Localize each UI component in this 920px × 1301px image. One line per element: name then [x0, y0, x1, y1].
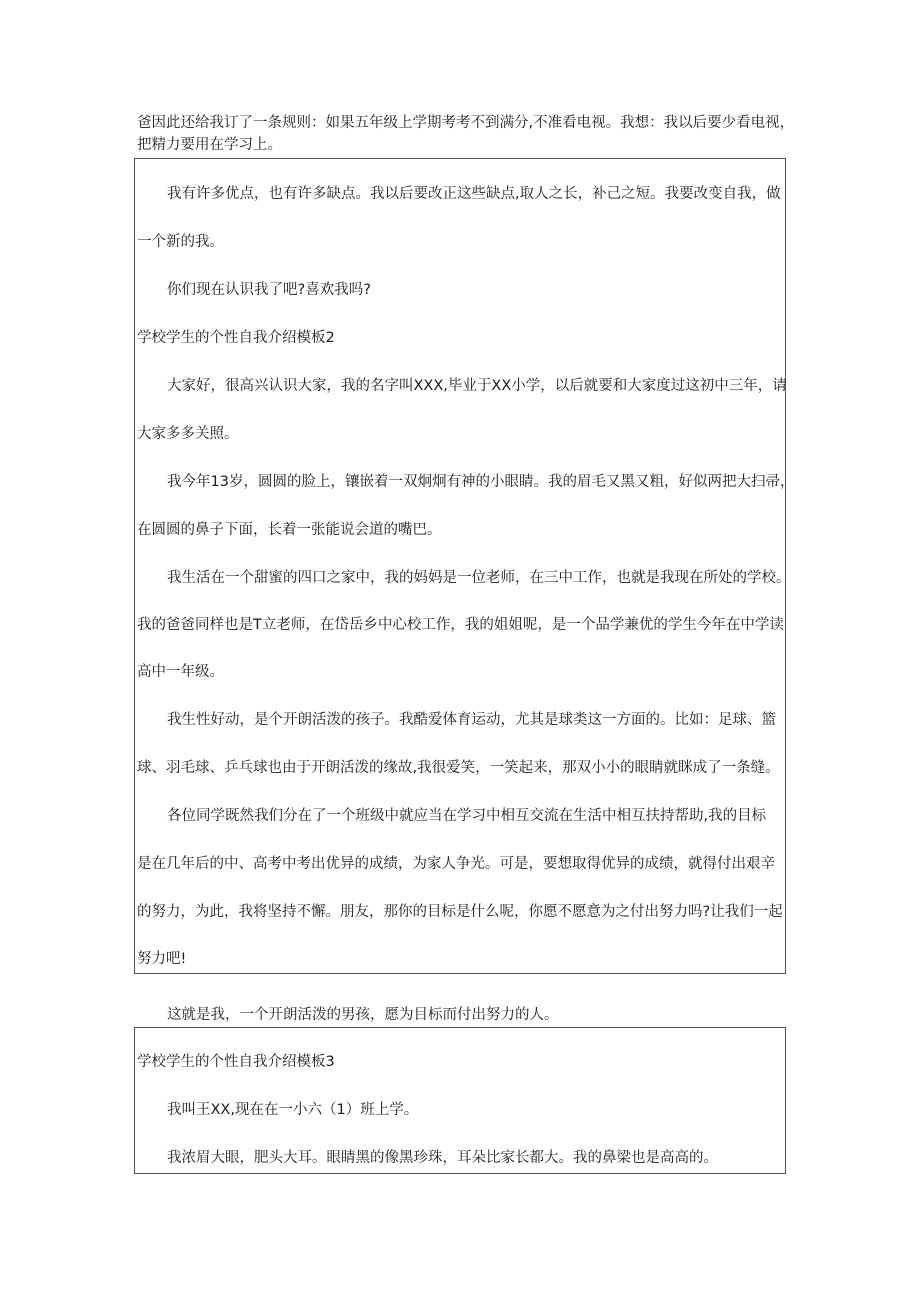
intro-line-2: 把精力要用在学习上。	[137, 137, 282, 153]
closing-line: 这就是我，一个开朗活泼的男孩，愿为目标而付出努力的人。	[167, 1007, 559, 1023]
paragraph-4-line-2: 在圆圆的鼻子下面，长着一张能说会道的嘴巴。	[137, 522, 442, 538]
paragraph-5-line-2: 我的爸爸同样也是T立老师，在岱岳乡中心校工作，我的姐姐呢，是一个品学兼优的学生今年在中学读	[137, 617, 784, 633]
paragraph-5-line-1: 我生活在一个甜蜜的四口之家中，我的妈妈是一位老师，在三中工作，也就是我现在所处的学校。	[167, 570, 791, 586]
section-heading-2: 学校学生的个性自我介绍模板2	[137, 330, 335, 346]
paragraph-7-line-3: 的努力，为此，我将坚持不懈。朋友，那你的目标是什么呢，你愿不愿意为之付出努力吗?让我们一起	[137, 904, 783, 920]
intro-line-1: 爸因此还给我订了一条规则：如果五年级上学期考考不到满分,不准看电视。我想：我以后要少看电视，	[137, 115, 795, 131]
paragraph-7-line-4: 努力吧!	[137, 951, 187, 967]
paragraph-6-line-1: 我生性好动，是个开朗活泼的孩子。我酷爱体育运动，尤其是球类这一方面的。比如：足球、篮	[167, 712, 776, 728]
paragraph-3-line-1: 大家好，很高兴认识大家，我的名字叫XXX,毕业于XX小学，以后就要和大家度过这初中三年，请	[167, 378, 787, 394]
paragraph-8: 我叫王XX,现在在一小六（1）班上学。	[167, 1102, 419, 1118]
section-heading-3: 学校学生的个性自我介绍模板3	[137, 1054, 335, 1070]
paragraph-1-line-1: 我有许多优点，也有许多缺点。我以后要改正这些缺点,取人之长，补己之短。我要改变自我，做	[167, 186, 781, 202]
paragraph-5-line-3: 高中一年级。	[137, 664, 224, 680]
paragraph-9: 我浓眉大眼，肥头大耳。眼睛黑的像黑珍珠，耳朵比家长都大。我的鼻梁也是高高的。	[167, 1150, 718, 1166]
paragraph-2: 你们现在认识我了吧?喜欢我吗?	[167, 282, 371, 298]
paragraph-3-line-2: 大家多多关照。	[137, 426, 239, 442]
paragraph-7-line-1: 各位同学既然我们分在了一个班级中就应当在学习中相互交流在生活中相互扶持帮助,我的目标	[167, 808, 767, 824]
paragraph-1-line-2: 一个新的我。	[137, 234, 224, 250]
paragraph-6-line-2: 球、羽毛球、乒乓球也由于开朗活泼的缘故,我很爱笑，一笑起来，那双小小的眼睛就眯成了一条缝。	[137, 760, 780, 776]
paragraph-4-line-1: 我今年13岁，圆圆的脸上，镶嵌着一双炯炯有神的小眼睛。我的眉毛又黑又粗，好似两把大扫帚，	[167, 474, 795, 490]
paragraph-7-line-2: 是在几年后的中、高考中考出优异的成绩，为家人争光。可是，要想取得优异的成绩，就得付出艰辛	[137, 856, 775, 872]
